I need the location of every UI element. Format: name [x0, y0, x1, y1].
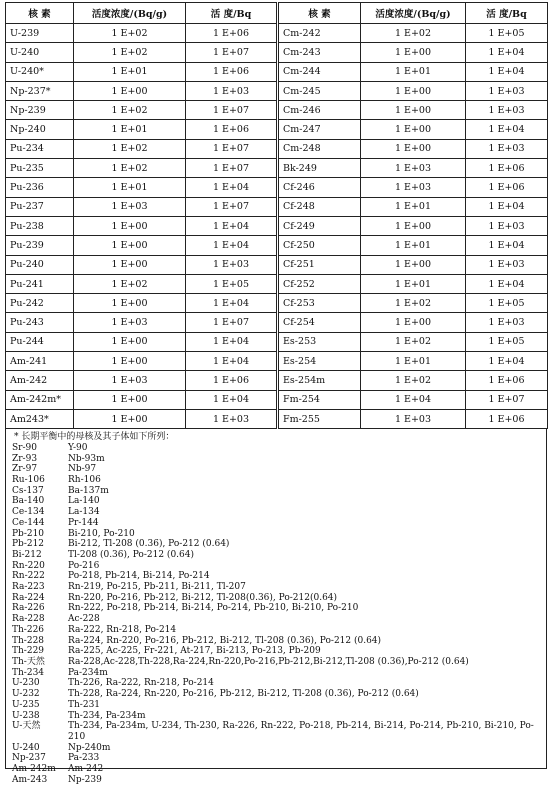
nuclide-cell: Cm-246 [278, 101, 361, 120]
activity-cell: 1 E+03 [466, 101, 548, 120]
daughter-nuclides: Np-240m [68, 742, 111, 753]
decay-chain-item [12, 496, 540, 507]
nuclide-cell: Fm-255 [278, 409, 361, 428]
decay-chain-item [12, 518, 540, 529]
table-row [6, 81, 548, 100]
parent-nuclide: U-230 [12, 678, 40, 689]
concentration-cell: 1 E+01 [74, 178, 186, 197]
concentration-cell: 1 E+00 [74, 294, 186, 313]
table-header-row [6, 3, 548, 24]
parent-nuclide: Ce-134 [12, 507, 45, 518]
parent-nuclide: Am-242m [12, 764, 56, 775]
header-concentration-right: 活度浓度/(Bq/g) [361, 3, 466, 24]
table-row [6, 352, 548, 371]
nuclide-cell: U-240 [6, 43, 74, 62]
activity-cell: 1 E+04 [186, 332, 278, 351]
header-activity-left: 活 度/Bq [186, 3, 278, 24]
nuclide-cell: Pu-241 [6, 274, 74, 293]
concentration-cell: 1 E+00 [74, 390, 186, 409]
activity-cell: 1 E+06 [186, 371, 278, 390]
daughter-nuclides: Pa-233 [68, 753, 100, 764]
activity-cell: 1 E+07 [466, 390, 548, 409]
daughter-nuclides: Nb-93m [68, 453, 105, 464]
decay-chain-item [12, 700, 540, 711]
decay-chain-item [12, 753, 540, 764]
daughter-nuclides: Po-216 [68, 560, 100, 571]
activity-cell: 1 E+03 [466, 255, 548, 274]
note-title: * 长期平衡中的母核及其子体如下所列： [14, 432, 175, 443]
parent-nuclide: Cs-137 [12, 485, 44, 496]
parent-nuclide: Zr-97 [12, 464, 38, 475]
nuclide-cell: Cm-245 [278, 81, 361, 100]
nuclide-cell: Es-254m [278, 371, 361, 390]
activity-cell: 1 E+06 [466, 409, 548, 428]
notes-section [5, 429, 547, 785]
activity-cell: 1 E+03 [466, 216, 548, 235]
parent-nuclide: Th-226 [12, 624, 45, 635]
parent-nuclide: Sr-90 [12, 442, 37, 453]
table-row [6, 159, 548, 178]
activity-cell: 1 E+03 [466, 139, 548, 158]
header-nuclide-left: 核 素 [6, 3, 74, 24]
nuclide-cell: Am243* [6, 409, 74, 428]
decay-chain-item [12, 711, 540, 722]
decay-chain-item [12, 486, 540, 497]
decay-chain-item [12, 614, 540, 625]
concentration-cell: 1 E+00 [361, 120, 466, 139]
concentration-cell: 1 E+03 [74, 197, 186, 216]
table-row [6, 255, 548, 274]
nuclide-cell: Cm-247 [278, 120, 361, 139]
table-row [6, 216, 548, 235]
activity-cell: 1 E+07 [186, 101, 278, 120]
parent-nuclide: Ce-144 [12, 517, 45, 528]
concentration-cell: 1 E+00 [361, 81, 466, 100]
table-row [6, 24, 548, 43]
activity-cell: 1 E+04 [186, 236, 278, 255]
concentration-cell: 1 E+03 [361, 178, 466, 197]
activity-cell: 1 E+06 [466, 159, 548, 178]
decay-chain-item [12, 529, 540, 540]
decay-chain-item [12, 646, 540, 657]
concentration-cell: 1 E+02 [74, 43, 186, 62]
nuclide-cell: Cf-253 [278, 294, 361, 313]
daughter-nuclides: Am-242 [68, 764, 104, 775]
concentration-cell: 1 E+02 [74, 274, 186, 293]
concentration-cell: 1 E+01 [361, 197, 466, 216]
activity-cell: 1 E+03 [186, 81, 278, 100]
concentration-cell: 1 E+00 [361, 139, 466, 158]
concentration-cell: 1 E+00 [74, 255, 186, 274]
activity-cell: 1 E+05 [466, 24, 548, 43]
nuclide-cell: Cf-246 [278, 178, 361, 197]
activity-cell: 1 E+06 [186, 120, 278, 139]
parent-nuclide: U-238 [12, 710, 40, 721]
decay-chain-item [12, 721, 540, 742]
table-row [6, 43, 548, 62]
concentration-cell: 1 E+02 [361, 294, 466, 313]
activity-cell: 1 E+04 [466, 352, 548, 371]
parent-nuclide: Rn-220 [12, 560, 45, 571]
daughter-nuclides: Nb-97 [68, 464, 97, 475]
nuclide-cell: Pu-235 [6, 159, 74, 178]
activity-cell: 1 E+03 [466, 81, 548, 100]
daughter-nuclides: Th-234, Pa-234m [68, 710, 146, 721]
nuclide-cell: U-239 [6, 24, 74, 43]
concentration-cell: 1 E+02 [361, 371, 466, 390]
decay-chain-item [12, 668, 540, 679]
daughter-nuclides: Ra-222, Rn-218, Po-214 [68, 624, 177, 635]
decay-chain-item [12, 636, 540, 647]
daughter-nuclides: Ra-228,Ac-228,Th-228,Ra-224,Rn-220,Po-216,Pb-212,Bi-212,Tl-208 (0.36),Po-212 (0.64) [68, 657, 469, 667]
nuclide-cell: Pu-242 [6, 294, 74, 313]
concentration-cell: 1 E+00 [74, 216, 186, 235]
nuclide-cell: U-240* [6, 62, 74, 81]
parent-nuclide: Th-天然 [12, 657, 45, 667]
parent-nuclide: Th-229 [12, 646, 45, 657]
decay-chain-item [12, 593, 540, 604]
concentration-cell: 1 E+01 [361, 352, 466, 371]
concentration-cell: 1 E+02 [361, 332, 466, 351]
table-row [6, 178, 548, 197]
table-row [6, 236, 548, 255]
concentration-cell: 1 E+01 [361, 274, 466, 293]
decay-chain-item [12, 743, 540, 754]
activity-cell: 1 E+04 [466, 274, 548, 293]
header-concentration-left: 活度浓度/(Bq/g) [74, 3, 186, 24]
concentration-cell: 1 E+04 [361, 390, 466, 409]
activity-cell: 1 E+06 [466, 371, 548, 390]
nuclide-cell: Pu-244 [6, 332, 74, 351]
daughter-nuclides: Ba-137m [68, 485, 109, 496]
concentration-cell: 1 E+00 [74, 81, 186, 100]
concentration-cell: 1 E+01 [361, 236, 466, 255]
concentration-cell: 1 E+00 [74, 409, 186, 428]
concentration-cell: 1 E+03 [74, 313, 186, 332]
parent-nuclide: Np-237 [12, 753, 46, 764]
nuclide-cell: Es-253 [278, 332, 361, 351]
activity-cell: 1 E+04 [466, 120, 548, 139]
parent-nuclide: Am-243 [12, 774, 48, 785]
table-row [6, 274, 548, 293]
concentration-cell: 1 E+00 [74, 236, 186, 255]
concentration-cell: 1 E+03 [361, 409, 466, 428]
parent-nuclide: Ra-223 [12, 582, 45, 593]
decay-chain-item [12, 550, 540, 561]
nuclide-cell: Am-242 [6, 371, 74, 390]
daughter-nuclides: Th-226, Ra-222, Rn-218, Po-214 [68, 678, 214, 689]
daughter-nuclides: Rn-219, Po-215, Pb-211, Bi-211, Tl-207 [68, 582, 246, 593]
parent-nuclide: U-232 [12, 689, 40, 700]
daughter-nuclides: Bi-212, Tl-208 (0.36), Po-212 (0.64) [68, 539, 230, 550]
daughter-nuclides: Ra-225, Ac-225, Fr-221, At-217, Bi-213, Po-213, Pb-209 [68, 646, 321, 657]
decay-chain-item [12, 454, 540, 465]
activity-cell: 1 E+03 [466, 313, 548, 332]
decay-chain-item [12, 571, 540, 582]
nuclide-cell: Cf-248 [278, 197, 361, 216]
parent-nuclide: Rn-222 [12, 571, 45, 582]
nuclide-cell: Pu-238 [6, 216, 74, 235]
nuclide-cell: Np-240 [6, 120, 74, 139]
concentration-cell: 1 E+02 [74, 24, 186, 43]
activity-cell: 1 E+04 [186, 390, 278, 409]
daughter-nuclides: Rn-220, Po-216, Pb-212, Bi-212, Tl-208(0.36), Po-212(0.64) [68, 592, 338, 603]
nuclide-cell: Pu-243 [6, 313, 74, 332]
table-row [6, 371, 548, 390]
activity-cell: 1 E+04 [466, 236, 548, 255]
parent-nuclide: Ra-228 [12, 614, 45, 625]
daughter-nuclides: Ac-228 [68, 614, 100, 625]
decay-chain-item [12, 764, 540, 775]
daughter-nuclides: La-134 [68, 507, 100, 518]
decay-chain-item [12, 507, 540, 518]
daughter-nuclides: Th-234, Pa-234m, U-234, Th-230, Ra-226, Rn-222, Po-218, Pb-214, Bi-214, Po-214, Pb-210, Bi-210, Po-210 [68, 721, 534, 742]
activity-cell: 1 E+04 [186, 352, 278, 371]
nuclide-cell: Cm-248 [278, 139, 361, 158]
table-row [6, 62, 548, 81]
daughter-nuclides: Ra-224, Rn-220, Po-216, Pb-212, Bi-212, Tl-208 (0.36), Po-212 (0.64) [68, 635, 382, 646]
activity-cell: 1 E+06 [186, 62, 278, 81]
decay-chain-list [12, 443, 540, 785]
decay-chain-item [12, 582, 540, 593]
daughter-nuclides: Y-90 [68, 442, 88, 453]
activity-cell: 1 E+06 [466, 178, 548, 197]
nuclide-cell: Np-239 [6, 101, 74, 120]
concentration-cell: 1 E+00 [74, 332, 186, 351]
parent-nuclide: Th-228 [12, 635, 45, 646]
nuclide-cell: Es-254 [278, 352, 361, 371]
table-row [6, 294, 548, 313]
decay-chain-item [12, 464, 540, 475]
nuclide-cell: Fm-254 [278, 390, 361, 409]
decay-chain-item [12, 475, 540, 486]
parent-nuclide: U-240 [12, 742, 40, 753]
table-row [6, 332, 548, 351]
parent-nuclide: Ra-224 [12, 592, 45, 603]
table-row [6, 101, 548, 120]
daughter-nuclides: La-140 [68, 496, 100, 507]
parent-nuclide: Zr-93 [12, 453, 38, 464]
daughter-nuclides: Tl-208 (0.36), Po-212 (0.64) [68, 549, 194, 560]
table-row [6, 313, 548, 332]
nuclide-cell: Bk-249 [278, 159, 361, 178]
concentration-cell: 1 E+02 [74, 101, 186, 120]
nuclide-cell: Np-237* [6, 81, 74, 100]
activity-cell: 1 E+05 [466, 332, 548, 351]
parent-nuclide: Ba-140 [12, 496, 45, 507]
decay-chain-item [12, 678, 540, 689]
nuclide-cell: Pu-234 [6, 139, 74, 158]
table-row [6, 120, 548, 139]
table-row [6, 197, 548, 216]
daughter-nuclides: Pr-144 [68, 517, 99, 528]
activity-cell: 1 E+07 [186, 313, 278, 332]
concentration-cell: 1 E+01 [74, 120, 186, 139]
activity-cell: 1 E+07 [186, 197, 278, 216]
decay-chain-item [12, 689, 540, 700]
decay-chain-item [12, 625, 540, 636]
nuclide-cell: Pu-236 [6, 178, 74, 197]
decay-chain-item [12, 657, 540, 668]
nuclide-cell: Pu-239 [6, 236, 74, 255]
header-activity-right: 活 度/Bq [466, 3, 548, 24]
concentration-cell: 1 E+00 [361, 43, 466, 62]
concentration-cell: 1 E+01 [361, 62, 466, 81]
nuclide-cell: Cf-251 [278, 255, 361, 274]
activity-cell: 1 E+04 [186, 178, 278, 197]
nuclide-cell: Cm-244 [278, 62, 361, 81]
daughter-nuclides: Np-239 [68, 774, 102, 785]
daughter-nuclides: Pa-234m [68, 667, 108, 678]
concentration-cell: 1 E+02 [74, 139, 186, 158]
concentration-cell: 1 E+00 [361, 255, 466, 274]
concentration-cell: 1 E+00 [74, 352, 186, 371]
activity-cell: 1 E+03 [186, 255, 278, 274]
activity-cell: 1 E+05 [186, 274, 278, 293]
daughter-nuclides: Rn-222, Po-218, Pb-214, Bi-214, Po-214, Pb-210, Bi-210, Po-210 [68, 603, 359, 614]
nuclide-cell: Cm-243 [278, 43, 361, 62]
daughter-nuclides: Po-218, Pb-214, Bi-214, Po-214 [68, 571, 210, 582]
parent-nuclide: Ru-106 [12, 475, 45, 486]
activity-cell: 1 E+04 [186, 216, 278, 235]
daughter-nuclides: Bi-210, Po-210 [68, 528, 135, 539]
activity-cell: 1 E+04 [466, 43, 548, 62]
parent-nuclide: Th-234 [12, 667, 45, 678]
parent-nuclide: U-235 [12, 699, 40, 710]
nuclide-cell: Cf-250 [278, 236, 361, 255]
nuclide-cell: Cf-252 [278, 274, 361, 293]
exemption-table [5, 2, 548, 429]
parent-nuclide: Bi-212 [12, 549, 42, 560]
document-page [5, 2, 547, 785]
concentration-cell: 1 E+02 [74, 159, 186, 178]
header-nuclide-right: 核 素 [278, 3, 361, 24]
activity-cell: 1 E+03 [186, 409, 278, 428]
concentration-cell: 1 E+00 [361, 101, 466, 120]
nuclide-cell: Cf-249 [278, 216, 361, 235]
activity-cell: 1 E+05 [466, 294, 548, 313]
concentration-cell: 1 E+03 [361, 159, 466, 178]
parent-nuclide: Ra-226 [12, 603, 45, 614]
concentration-cell: 1 E+02 [361, 24, 466, 43]
parent-nuclide: Pb-212 [12, 539, 45, 550]
concentration-cell: 1 E+00 [361, 216, 466, 235]
decay-chain-item [12, 561, 540, 572]
activity-cell: 1 E+04 [186, 294, 278, 313]
daughter-nuclides: Th-231 [68, 699, 101, 710]
table-row [6, 409, 548, 428]
activity-cell: 1 E+07 [186, 43, 278, 62]
decay-chain-item [12, 539, 540, 550]
table-row [6, 139, 548, 158]
daughter-nuclides: Th-228, Ra-224, Rn-220, Po-216, Pb-212, Bi-212, Tl-208 (0.36), Po-212 (0.64) [68, 689, 419, 700]
decay-chain-item [12, 603, 540, 614]
nuclide-cell: Am-242m* [6, 390, 74, 409]
parent-nuclide: U-天然 [12, 721, 41, 732]
nuclide-cell: Cf-254 [278, 313, 361, 332]
parent-nuclide: Pb-210 [12, 528, 45, 539]
daughter-nuclides: Rh-106 [68, 475, 101, 486]
activity-cell: 1 E+04 [466, 62, 548, 81]
concentration-cell: 1 E+01 [74, 62, 186, 81]
nuclide-cell: Pu-240 [6, 255, 74, 274]
nuclide-cell: Cm-242 [278, 24, 361, 43]
concentration-cell: 1 E+03 [74, 371, 186, 390]
nuclide-cell: Pu-237 [6, 197, 74, 216]
activity-cell: 1 E+04 [466, 197, 548, 216]
decay-chain-item [12, 443, 540, 454]
table-row [6, 390, 548, 409]
concentration-cell: 1 E+00 [361, 313, 466, 332]
activity-cell: 1 E+07 [186, 159, 278, 178]
nuclide-cell: Am-241 [6, 352, 74, 371]
activity-cell: 1 E+06 [186, 24, 278, 43]
activity-cell: 1 E+07 [186, 139, 278, 158]
